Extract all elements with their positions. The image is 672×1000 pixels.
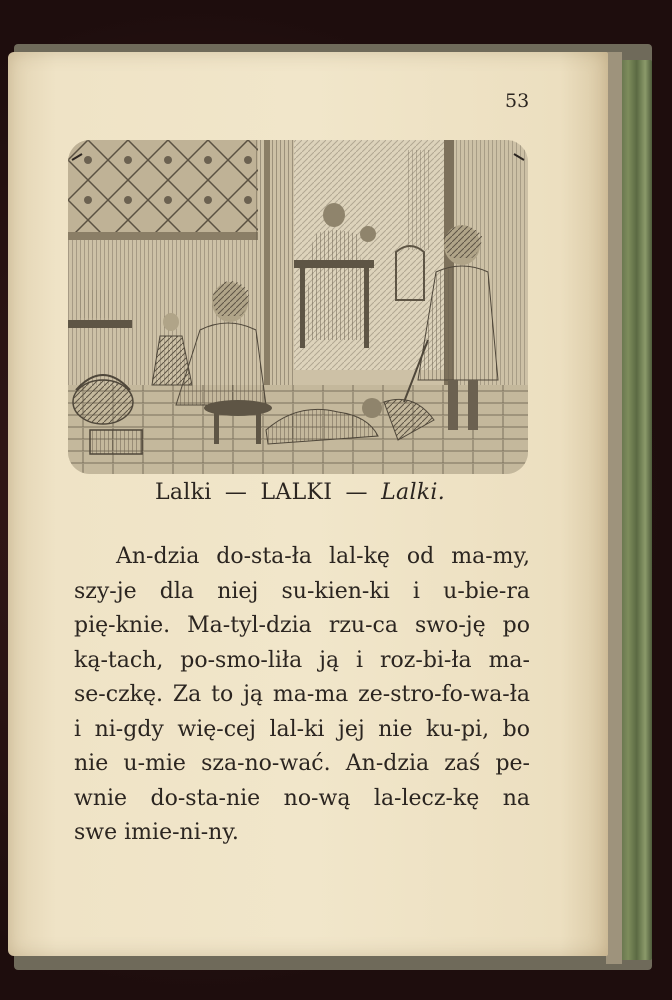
- text-line: ką-tach, po-smo-liła ją i roz-bi-ła ma-: [74, 647, 530, 673]
- text-line: pię-knie. Ma-tyl-dzia rzu-ca swo-ję po: [74, 613, 530, 638]
- body-paragraph: [74, 540, 530, 851]
- caption-part-2: LALKI: [260, 480, 333, 505]
- text-line: swe imie-ni-ny.: [74, 820, 239, 845]
- text-line: wnie do-sta-nie no-wą la-lecz-kę na: [74, 785, 530, 811]
- engraving-illustration: [68, 140, 528, 474]
- text-line: szy-je dla niej su-kien-ki i u-bie-ra: [74, 578, 530, 604]
- page-edges: [606, 52, 622, 964]
- illustration-caption: [0, 480, 600, 505]
- caption-dash-2: —: [345, 480, 368, 505]
- text-line: An-dzia do-sta-ła lal-kę od ma-my,: [116, 544, 530, 569]
- text-line: nie u-mie sza-no-wać. An-dzia zaś pe-: [74, 751, 530, 776]
- text-line: i ni-gdy wię-cej lal-ki jej nie ku-pi, bo: [74, 716, 530, 742]
- caption-part-3: Lalki.: [381, 480, 446, 505]
- book-spine: [618, 60, 652, 960]
- caption-part-1: Lalki: [154, 480, 212, 505]
- text-line: se-czkę. Za to ją ma-ma ze-stro-fo-wa-ła: [74, 682, 530, 707]
- page-number: 53: [505, 90, 530, 112]
- caption-dash-1: —: [224, 480, 248, 505]
